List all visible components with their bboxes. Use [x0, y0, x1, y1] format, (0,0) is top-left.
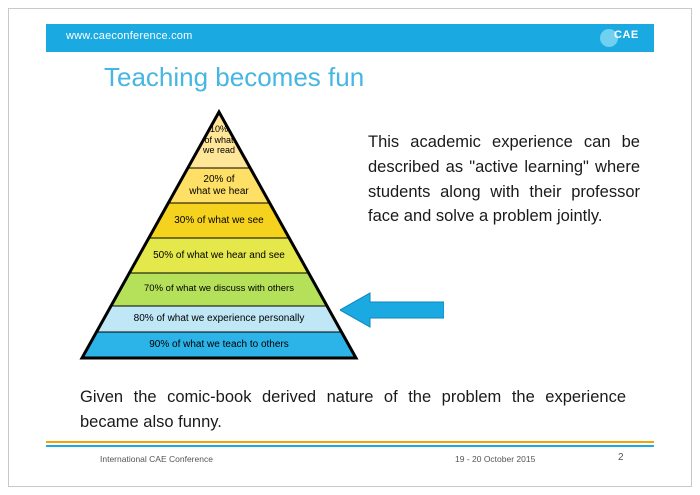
pyramid-band-label-80: 80% of what we experience personally: [133, 313, 305, 325]
pyramid-band-label-30: 30% of what we see: [174, 214, 264, 226]
page-title: Teaching becomes fun: [104, 62, 365, 92]
logo-label: CAE: [614, 29, 639, 41]
footer-conference-name: International CAE Conference: [100, 454, 213, 464]
right-paragraph: This academic experience can be described as "active learning" where students along with their professor face and solve a problem jointly.: [368, 133, 640, 226]
footer-page-number: 2: [618, 452, 624, 463]
cae-logo: [598, 26, 646, 50]
left-arrow-icon: [340, 290, 444, 330]
pyramid-band-label-20: 20% of what we hear: [189, 174, 249, 197]
pyramid-shape: [74, 108, 364, 363]
bottom-paragraph: Given the comic-book derived nature of the problem the experience became also funny.: [80, 388, 626, 431]
pyramid-band-label-90: 90% of what we teach to others: [149, 339, 289, 351]
footer-divider-orange: [46, 441, 654, 443]
footer-date: 19 - 20 October 2015: [455, 454, 536, 464]
pyramid-band-label-70: 70% of what we discuss with others: [144, 283, 294, 295]
pyramid-band-label-50: 50% of what we hear and see: [153, 249, 285, 261]
footer-divider-blue: [46, 445, 654, 447]
header-bar: [46, 24, 654, 52]
pyramid-band-label-10: 10% of what we read: [202, 124, 236, 156]
header-url: www.caeconference.com: [66, 30, 193, 42]
learning-pyramid: [74, 108, 364, 363]
